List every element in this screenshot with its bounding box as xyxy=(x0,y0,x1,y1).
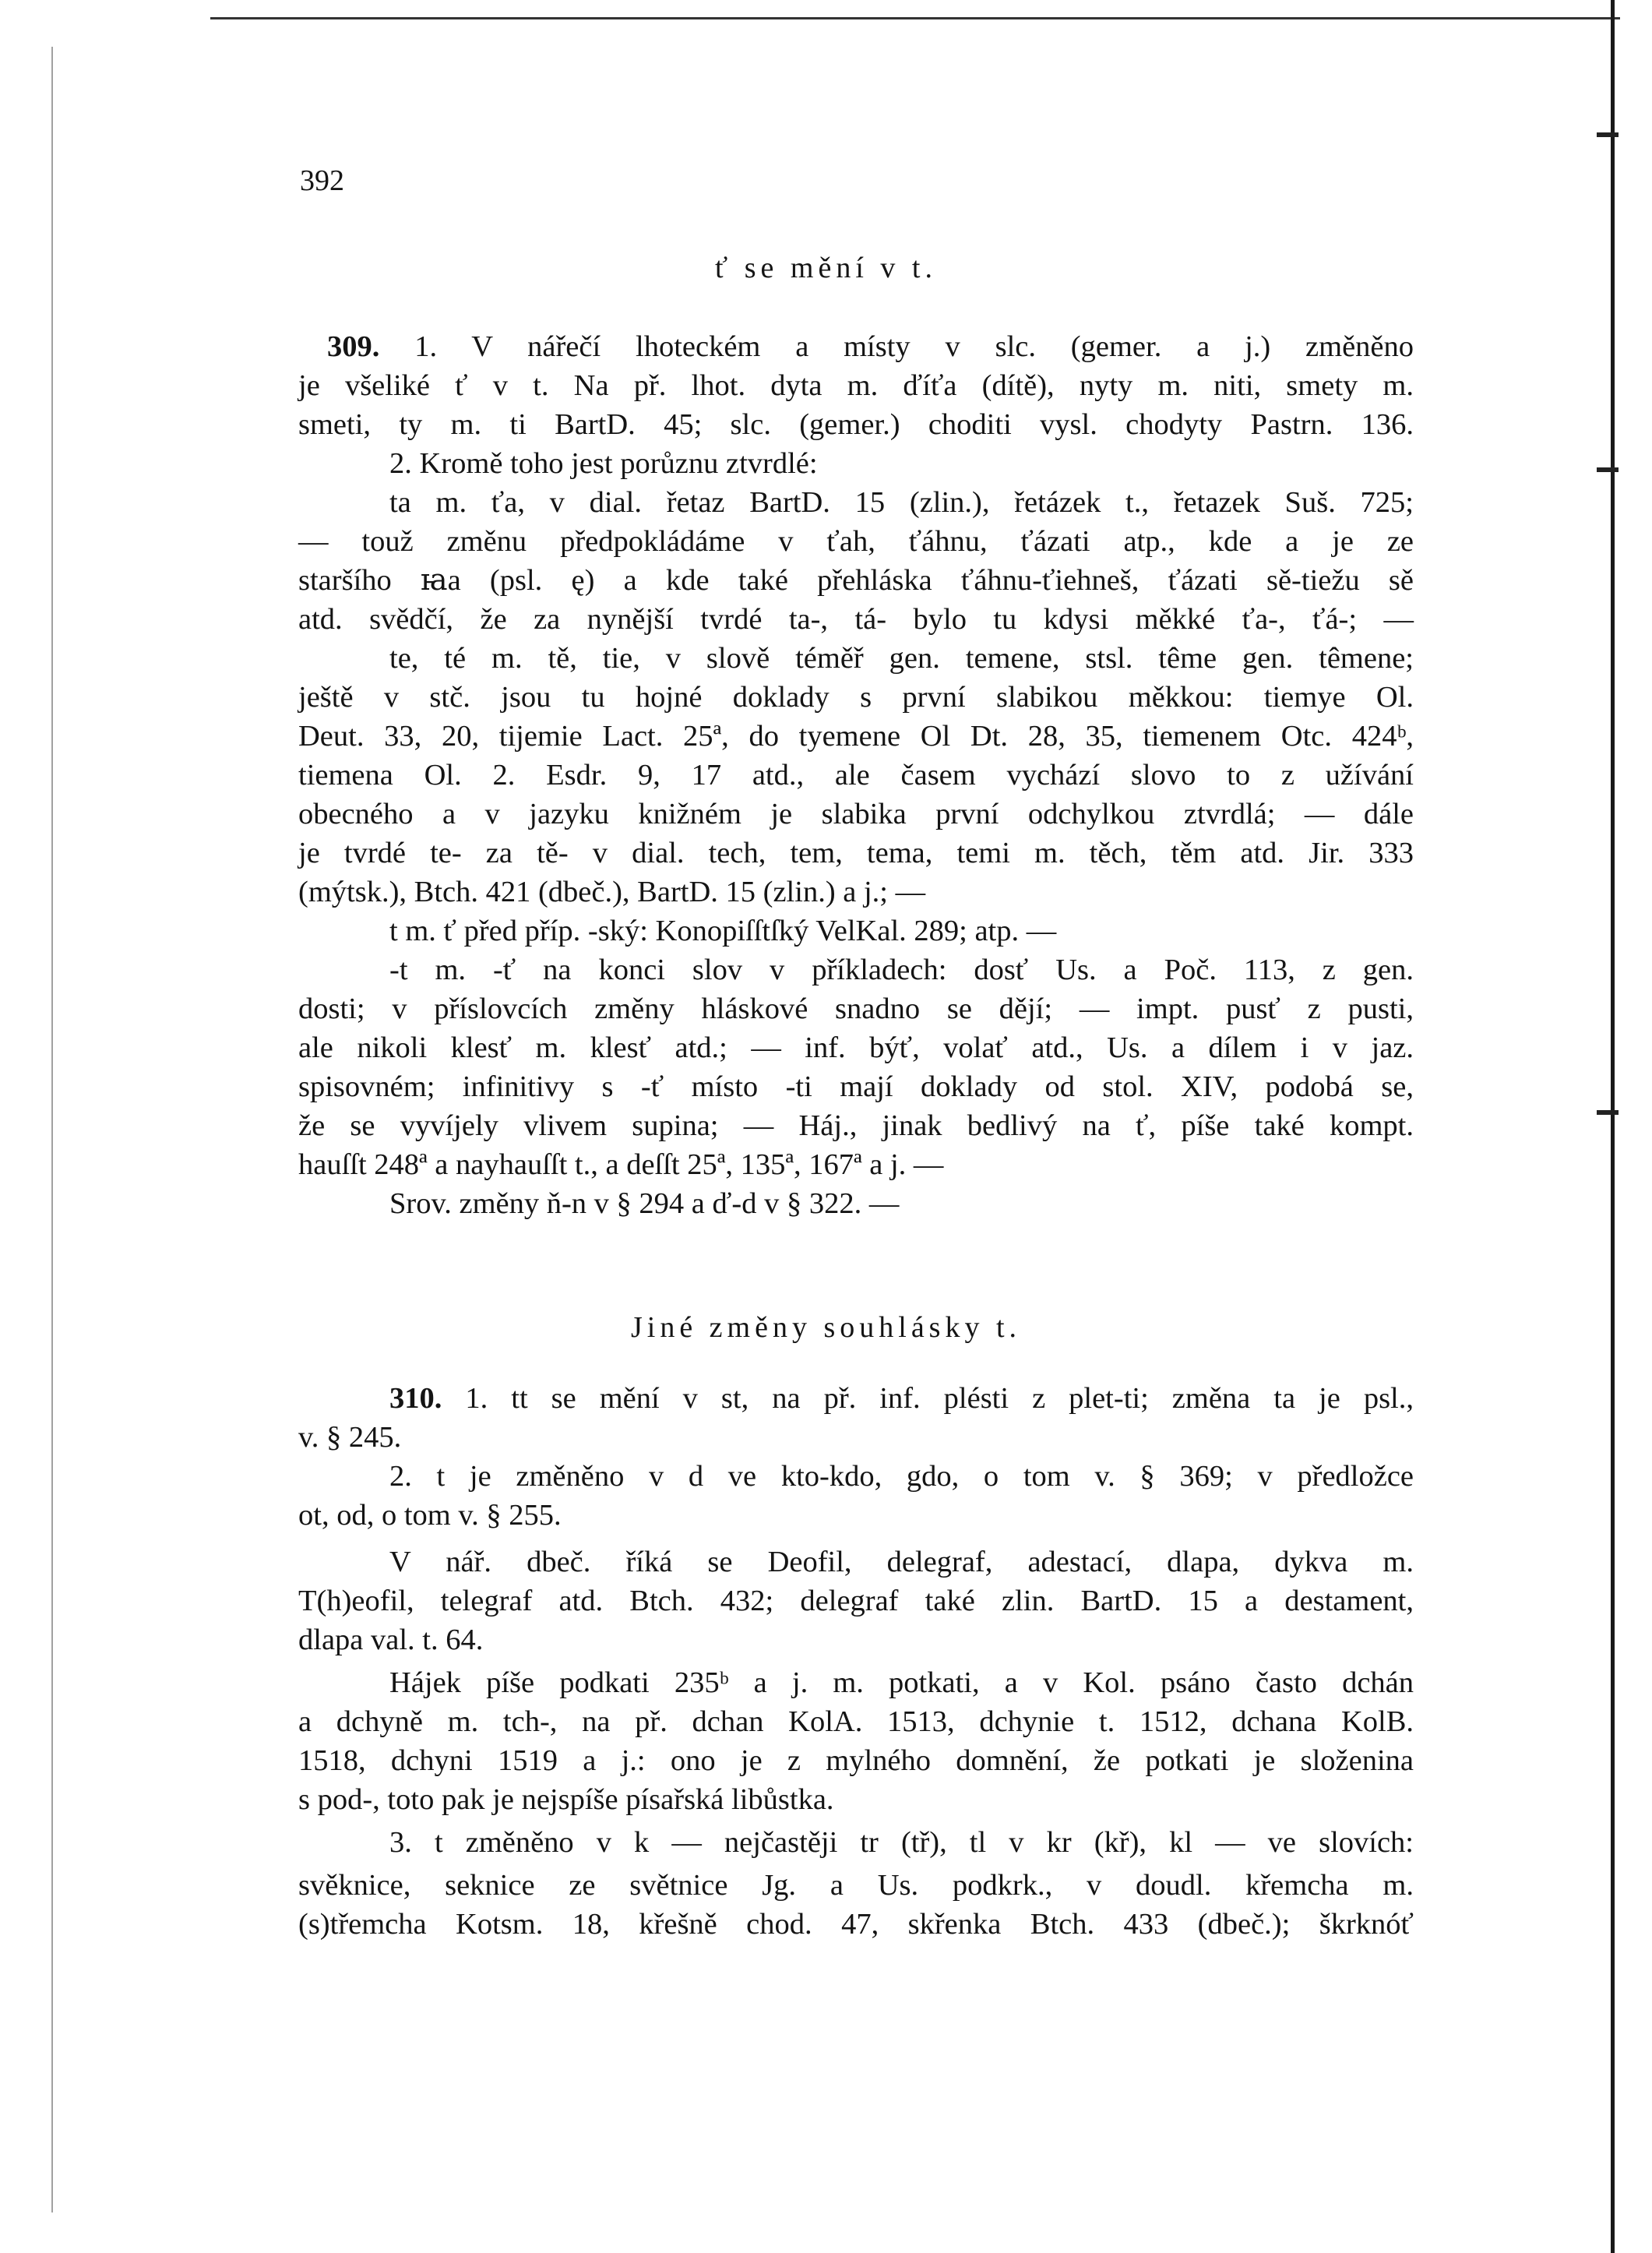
scan-binding-edge xyxy=(1611,0,1615,2253)
text-line: ot, od, o tom v. § 255. xyxy=(298,1499,562,1532)
section-heading: Jiné změny souhlásky t. xyxy=(630,1311,1022,1344)
text-line: smeti, ty m. ti BartD. 45; slc. (gemer.) choditi vysl. chodyty Pastrn. 136. xyxy=(298,408,1414,441)
text-line: ta m. ťa, v dial. řetaz BartD. 15 (zlin.), řetázek t., řetazek Suš. 725; xyxy=(389,486,1414,519)
text-line: spisovném; infinitivy s -ť místo -ti mají doklady od stol. XIV, podobá se, xyxy=(298,1070,1414,1103)
text-line: staršího ꙗa (psl. ę) a kde také přehláska ťáhnu-ťiehneš, ťázati sě-tiežu sě xyxy=(298,564,1414,597)
section-heading: ť se mění v t. xyxy=(715,252,937,284)
text-line: ještě v stč. jsou tu hojné doklady s první slabikou měkkou: tiemye Ol. xyxy=(298,681,1414,714)
text-line: a dchyně m. tch-, na př. dchan KolA. 1513, dchynie t. 1512, dchana KolB. xyxy=(298,1705,1414,1738)
text-line: -t m. -ť na konci slov v příkladech: dosť Us. a Poč. 113, z gen. xyxy=(389,954,1414,986)
text-line: že se vyvíjely vlivem supina; — Háj., jinak bedlivý na ť, píše také kompt. xyxy=(298,1109,1414,1142)
text-line: hauſſt 248ª a nayhauſſt t., a deſſt 25ª, 135ª, 167ª a j. — xyxy=(298,1148,944,1181)
text-line: atd. svědčí, že za nynější tvrdé ta-, tá- bylo tu kdysi měkké ťa-, ťá-; — xyxy=(298,603,1414,636)
text-line: dlapa val. t. 64. xyxy=(298,1624,484,1656)
text-line: Hájek píše podkati 235ᵇ a j. m. potkati, a v Kol. psáno často dchán xyxy=(389,1666,1414,1699)
text-line: tiemena Ol. 2. Esdr. 9, 17 atd., ale časem vychází slovo to z užívání xyxy=(298,759,1414,792)
text-line xyxy=(389,1379,1414,1418)
text-line: je všeliké ť v t. Na př. lhot. dyta m. ďíťa (dítě), nyty m. niti, smety m. xyxy=(298,369,1414,402)
text-line: s pod-, toto pak je nejspíše písařská libůstka. xyxy=(298,1783,834,1816)
text-line: Deut. 33, 20, tijemie Lact. 25ª, do tyemene Ol Dt. 28, 35, tiemenem Otc. 424ᵇ, xyxy=(298,720,1414,753)
text-line: 2. Kromě toho jest porůznu ztvrdlé: xyxy=(389,447,818,480)
text-line: svěknice, seknice ze světnice Jg. a Us. podkrk., v doudl. křemcha m. xyxy=(298,1869,1414,1902)
scan-mark xyxy=(1597,1110,1619,1115)
scan-mark xyxy=(1597,132,1619,137)
text-line: v. § 245. xyxy=(298,1421,402,1454)
text-line: T(h)eofil, telegraf atd. Btch. 432; delegraf také zlin. BartD. 15 a destament, xyxy=(298,1585,1414,1617)
text-line: (mýtsk.), Btch. 421 (dbeč.), BartD. 15 (zlin.) a j.; — xyxy=(298,876,926,908)
scan-top-edge xyxy=(210,17,1620,19)
text-line: 3. t změněno v k — nejčastěji tr (tř), tl v kr (kř), kl — ve slovích: xyxy=(389,1826,1414,1859)
text-line: obecného a v jazyku knižném je slabika první odchylkou ztvrdlá; — dále xyxy=(298,798,1414,830)
text-line: Srov. změny ň-n v § 294 a ď-d v § 322. — xyxy=(389,1187,900,1220)
text-line: je tvrdé te- za tě- v dial. tech, tem, tema, temi m. těch, těm atd. Jir. 333 xyxy=(298,837,1414,869)
paragraph-number: 310. xyxy=(389,1382,442,1415)
text-line: ale nikoli klesť m. klesť atd.; — inf. býť, volať atd., Us. a dílem i v jaz. xyxy=(298,1031,1414,1064)
text-line: (s)třemcha Kotsm. 18, křešně chod. 47, skřenka Btch. 433 (dbeč.); škrknóť xyxy=(298,1908,1414,1941)
text-line: t m. ť před příp. -ský: Konopiſſtſký VelKal. 289; atp. — xyxy=(389,915,1057,947)
page-number: 392 xyxy=(300,164,344,197)
text-line: 1518, dchyni 1519 a j.: ono je z mylného domnění, že potkati je složenina xyxy=(298,1744,1414,1777)
text-line: V nář. dbeč. říká se Deofil, delegraf, adestací, dlapa, dykva m. xyxy=(389,1546,1414,1578)
text-span: 1. tt se mění v st, na př. inf. plésti z plet-ti; změna ta je psl., xyxy=(465,1382,1414,1415)
text-line: te, té m. tě, tie, v slově téměř gen. temene, stsl. tême gen. têmene; xyxy=(389,642,1414,675)
text-span: 1. V nářečí lhoteckém a místy v slc. (gemer. a j.) změněno xyxy=(414,330,1414,363)
text-line: 2. t je změněno v d ve kto-kdo, gdo, o tom v. § 369; v předložce xyxy=(389,1460,1414,1493)
scan-mark xyxy=(1597,467,1619,472)
scan-left-edge xyxy=(51,47,53,2212)
paragraph-number: 309. xyxy=(327,330,380,363)
text-line xyxy=(327,327,1414,366)
text-line: dosti; v příslovcích změny hláskové snadno se dějí; — impt. pusť z pusti, xyxy=(298,993,1414,1025)
text-line: — touž změnu předpokládáme v ťah, ťáhnu, ťázati atp., kde a je ze xyxy=(298,525,1414,558)
